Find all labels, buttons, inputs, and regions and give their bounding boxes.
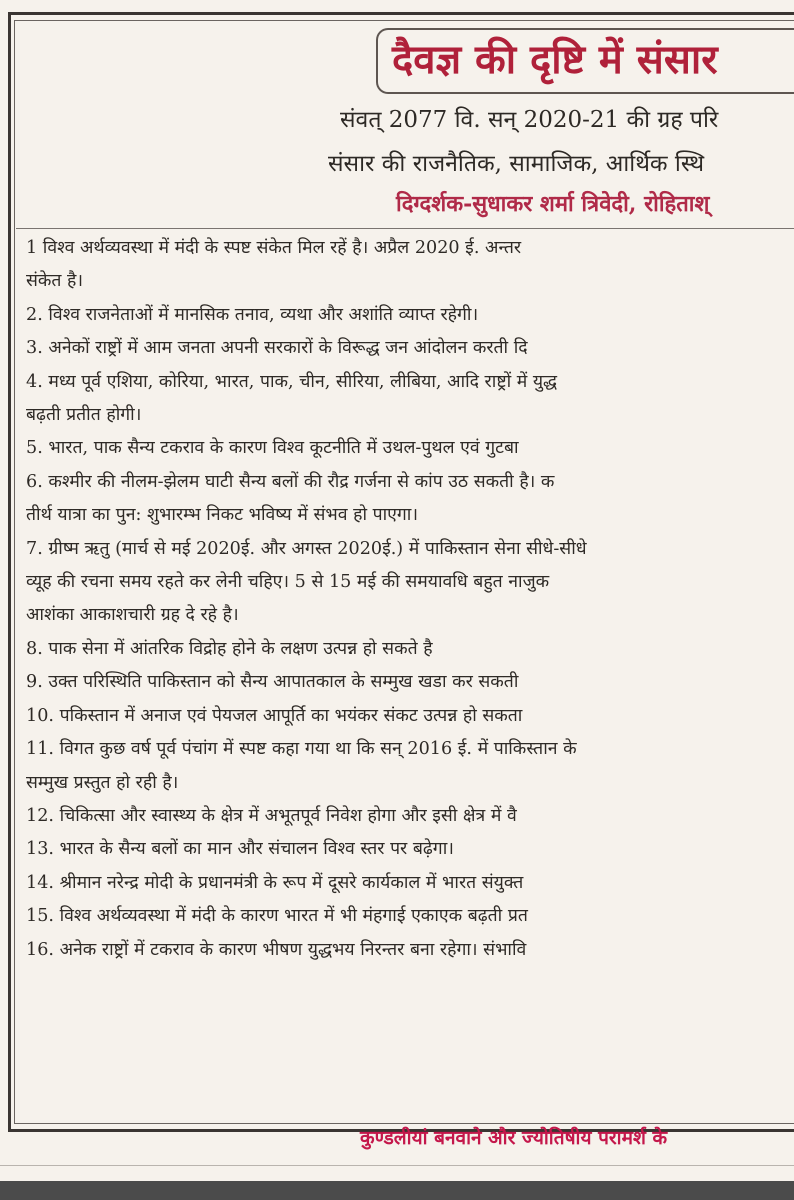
list-item: 9. उक्त परिस्थिति पाकिस्तान को सैन्य आपातकाल के सम्मुख खडा कर सकती [26, 672, 519, 693]
list-item: व्यूह की रचना समय रहते कर लेनी चहिए। 5 से 15 मई की समयावधि बहुत नाजुक [26, 572, 550, 593]
list-item: 6. कश्मीर की नीलम-झेलम घाटी सैन्य बलों की रौद्र गर्जना से कांप उठ सकती है। क [26, 471, 555, 492]
list-item: 3. अनेकों राष्ट्रों में आम जनता अपनी सरकारों के विरूद्ध जन आंदोलन करती दि [26, 338, 528, 359]
list-item: 11. विगत कुछ वर्ष पूर्व पंचांग में स्पष्ट कहा गया था कि सन् 2016 ई. में पाकिस्तान के [26, 739, 577, 760]
list-item: 15. विश्व अर्थव्यवस्था में मंदी के कारण भारत में भी मंहगाई एकाएक बढ़ती प्रत [26, 906, 528, 927]
bottom-divider [0, 1165, 794, 1166]
list-item: 4. मध्य पूर्व एशिया, कोरिया, भारत, पाक, चीन, सीरिया, लीबिया, आदि राष्ट्रों में युद्ध [26, 371, 558, 392]
list-item: 12. चिकित्सा और स्वास्थ्य के क्षेत्र में अभूतपूर्व निवेश होगा और इसी क्षेत्र में वै [26, 805, 517, 826]
list-item: 5. भारत, पाक सैन्य टकराव के कारण विश्व कूटनीति में उथल-पुथल एवं गुटबा [26, 438, 519, 459]
list-item: संकेत है। [26, 271, 84, 292]
list-item: बढ़ती प्रतीत होगी। [26, 405, 142, 426]
list-item: 16. अनेक राष्ट्रों में टकराव के कारण भीषण युद्धभय निरन्तर बना रहेगा। संभावि [26, 939, 527, 960]
author-line: दिग्दर्शक-सुधाकर शर्मा त्रिवेदी, रोहिताश् [396, 191, 710, 217]
list-item: तीर्थ यात्रा का पुन: शुभारम्भ निकट भविष्य में संभव हो पाएगा। [26, 505, 419, 526]
subtitle-topic: संसार की राजनैतिक, सामाजिक, आर्थिक स्थि [328, 151, 705, 177]
bottom-bar [0, 1181, 794, 1200]
list-item: 8. पाक सेना में आंतरिक विद्रोह होने के लक्षण उत्पन्न हो सकते है [26, 638, 433, 659]
list-item: आशंका आकाशचारी ग्रह दे रहे है। [26, 605, 239, 626]
subtitle-year: संवत् 2077 वि. सन् 2020-21 की ग्रह परि [340, 107, 719, 133]
header-divider [16, 228, 794, 229]
prediction-list [26, 232, 794, 967]
list-item: 14. श्रीमान नरेन्द्र मोदी के प्रधानमंत्री के रूप में दूसरे कार्यकाल में भारत संयुक्त [26, 872, 524, 893]
list-item: 1 विश्व अर्थव्यवस्था में मंदी के स्पष्ट संकेत मिल रहें है। अप्रैल 2020 ई. अन्तर [26, 238, 522, 258]
list-item: सम्मुख प्रस्तुत हो रही है। [26, 772, 179, 793]
list-item: 13. भारत के सैन्य बलों का मान और संचालन विश्व स्तर पर बढ़ेगा। [26, 839, 454, 860]
footer-ad-text: कुण्डलीयां बनवाने और ज्योतिषीय परामर्श के [360, 1127, 668, 1149]
list-item: 2. विश्व राजनेताओं में मानसिक तनाव, व्यथा और अशांति व्याप्त रहेगी। [26, 304, 479, 325]
article-title: दैवज्ञ की दृष्टि में संसार [392, 36, 718, 83]
list-item: 10. पकिस्तान में अनाज एवं पेयजल आपूर्ति का भयंकर संकट उत्पन्न हो सकता [26, 705, 523, 726]
list-item: 7. ग्रीष्म ऋतु (मार्च से मई 2020ई. और अगस्त 2020ई.) में पाकिस्तान सेना सीधे-सीधे [26, 538, 587, 559]
